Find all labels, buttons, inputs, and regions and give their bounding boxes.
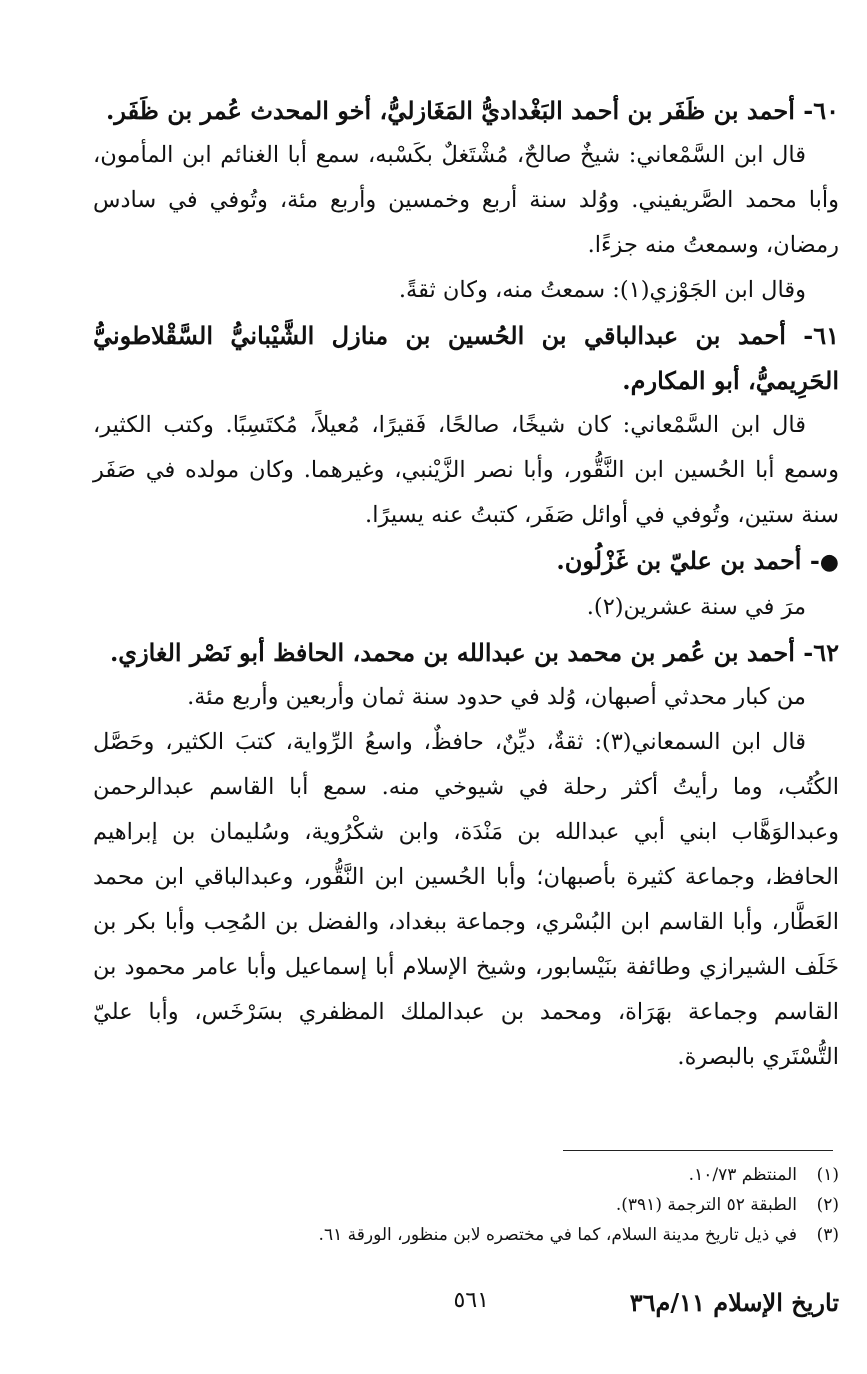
entry-62-paragraph-2: قال ابن السمعاني(٣): ثقةٌ، ديِّنٌ، حافظٌ، واسعُ الرِّواية، كتبَ الكثير، وحَصَّل الكُتُب، وما رأيتُ أكثر رحلة في شيوخي منه. سمع أبا القاسم عبدالرحمن وعبدالوَهَّاب ابني أبي عبدالله بن مَنْدَة، وابن شكْرُوية، وسُليمان بن إبراهيم الحافظ، وجماعة كثيرة بأصبهان؛ وأبا الحُسين ابن النَّقُّور، وعبدالباقي ابن محمد العَطَّار، وأبا القاسم ابن البُسْري، وجماعة ببغداد، والفضل بن المُحِب وأبا بكر بن خَلَف الشيرازي وطائفة بنَيْسابور، وشيخ الإسلام أبا إسماعيل وأبا عامر محمود بن القاسم وجماعة بهَرَاة، ومحمد بن عبدالملك المظفري بسَرْخَس، وأبا عليّ التُّسْتَري بالبصرة. [93,729,839,1070]
footnote-number: (٢) [816,1195,839,1215]
page-footer [93,1288,839,1328]
cross-reference-heading [93,538,839,585]
footnote [93,1190,839,1220]
cross-reference-title: - أحمد بن عليّ بن غَزْلُون. [556,546,820,575]
series-label: تاريخ الإسلام ١١/م٣٦ [629,1288,839,1317]
footnote [93,1220,839,1250]
bullet-icon: ● [819,549,839,575]
entry-62-paragraph-1: من كبار محدثي أصبهان، وُلد في حدود سنة ثمان وأربعين وأربع مئة. [187,684,806,710]
footnote-text: الطبقة ٥٢ الترجمة (٣٩١). [615,1195,797,1215]
footnote-divider [563,1150,833,1151]
entry-60-paragraph-2: وقال ابن الجَوْزي(١): سمعتُ منه، وكان ثقةً. [398,277,806,303]
page-number: ٥٦١ [453,1288,489,1313]
cross-reference-paragraph: مرَ في سنة عشرين(٢). [586,594,806,620]
main-text [93,88,839,1080]
entry-62-heading: ٦٢- أحمد بن عُمر بن محمد بن عبدالله بن محمد، الحافظ أبو نَصْر الغازي. [109,638,839,667]
footnote-number: (٣) [816,1225,839,1245]
entry-60-heading: ٦٠- أحمد بن ظَفَر بن أحمد البَغْداديُّ المَغَازليُّ، أخو المحدث عُمر بن ظَفَر. [106,96,839,125]
footnote-number: (١) [816,1165,839,1185]
footnote-text: في ذيل تاريخ مدينة السلام، كما في مختصره لابن منظور، الورقة ٦١. [318,1225,797,1245]
entry-60-paragraph-1: قال ابن السَّمْعاني: شيخٌ صالحٌ، مُشْتَغلٌ بكَسْبه، سمع أبا الغنائم ابن المأمون، وأبا محمد الصَّريفيني. ووُلد سنة أربع وخمسين وأربع مئة، وتُوفي في سادس رمضان، وسمعتُ منه جزءًا. [93,142,839,258]
entry-61-heading: ٦١- أحمد بن عبدالباقي بن الحُسين بن منازل الشَّيْبانيُّ السَّقْلاطونيُّ الحَرِيميُّ، أبو المكارم. [93,321,839,395]
footnote [93,1160,839,1190]
footnotes [93,1160,839,1250]
entry-61-paragraph-1: قال ابن السَّمْعاني: كان شيخًا، صالحًا، فَقيرًا، مُعيلاً، مُكتَسِبًا. وكتب الكثير، وسمع أبا الحُسين ابن النَّقُّور، وأبا نصر الزَّيْنبي، وغيرهما. وكان مولده في صَفَر سنة ستين، وتُوفي في أوائل صَفَر، كتبتُ عنه يسيرًا. [93,412,839,528]
footnote-text: المنتظم ١٠/٧٣. [688,1165,797,1185]
